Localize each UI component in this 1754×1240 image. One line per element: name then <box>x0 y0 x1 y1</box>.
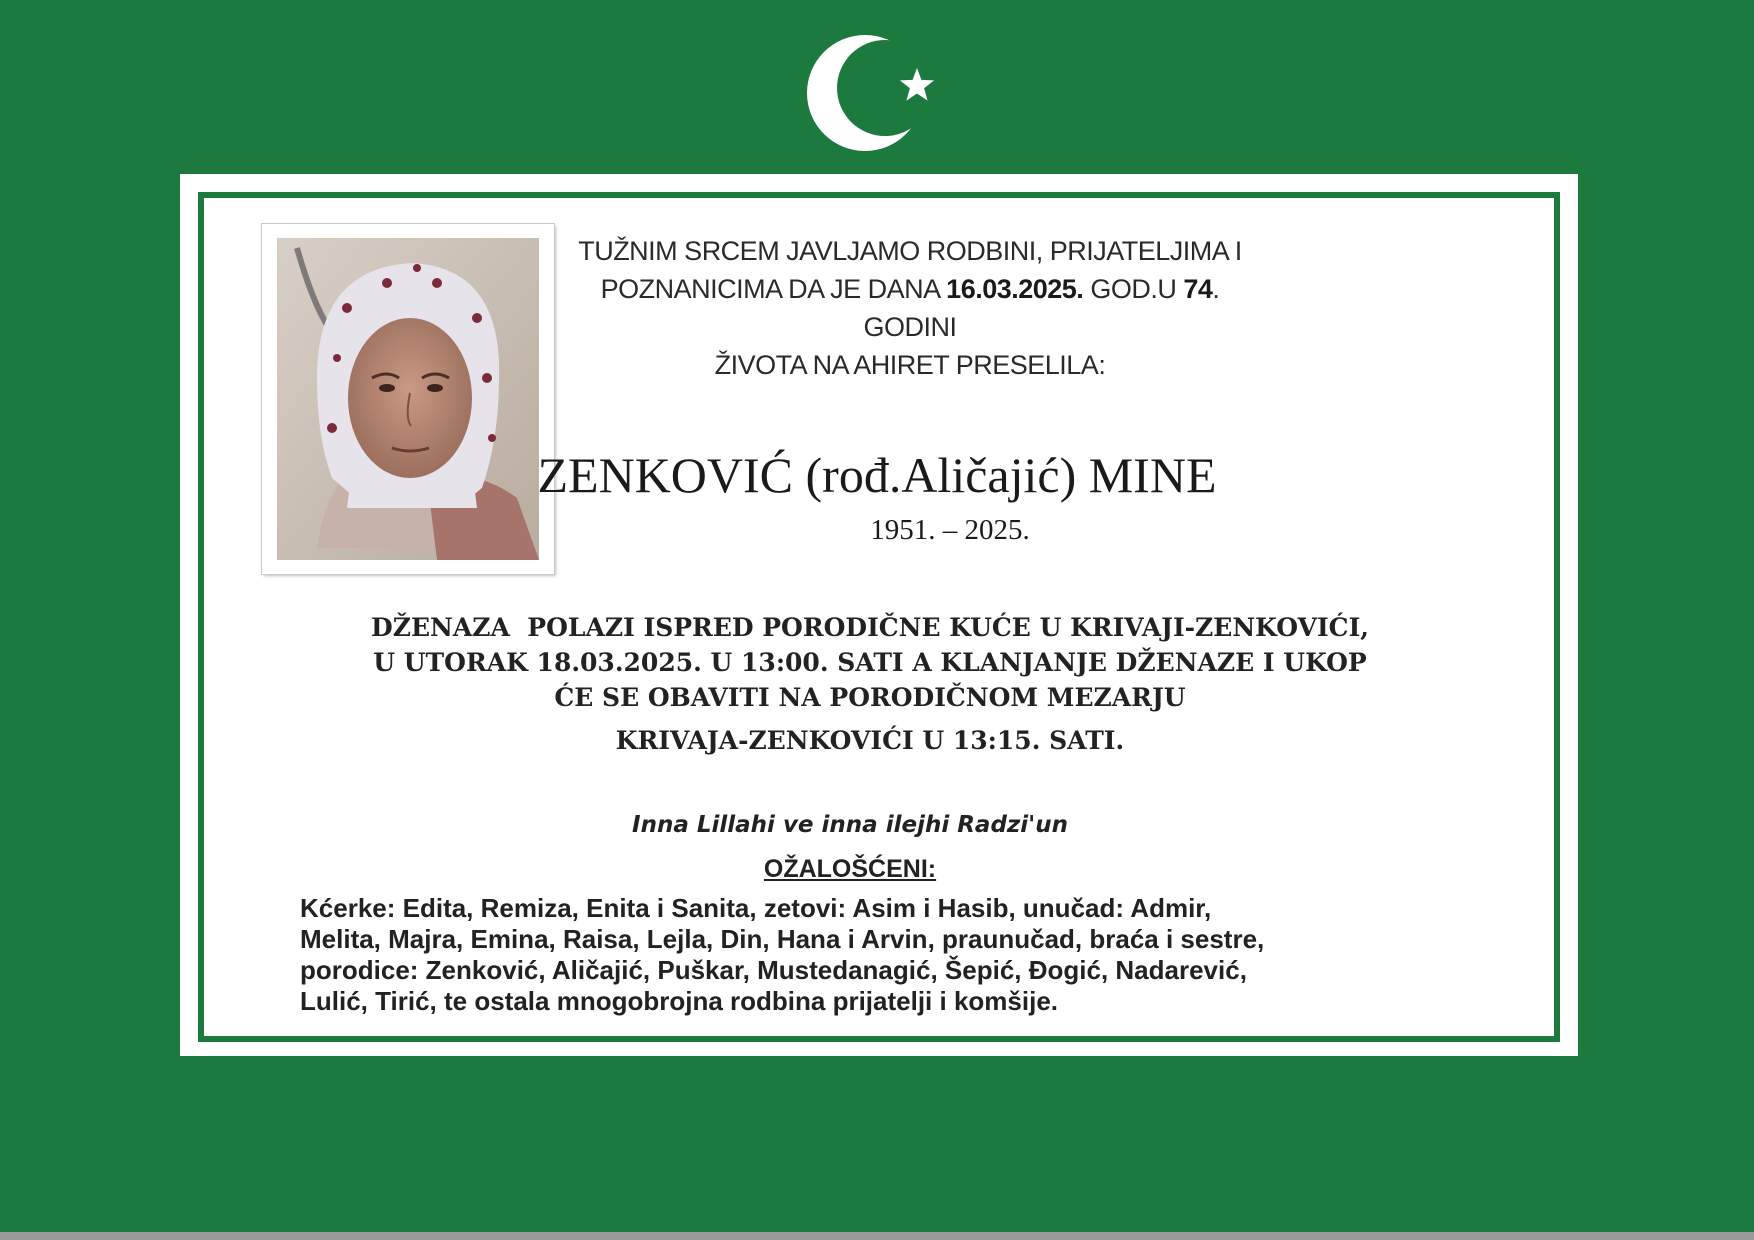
crescent-star-icon <box>805 28 945 158</box>
intro-line-2-mid: GOD.U <box>1083 274 1184 304</box>
intro-line-2 <box>560 270 1260 346</box>
mourners-line-1: Kćerke: Edita, Remiza, Enita i Sanita, zetovi: Asim i Hasib, unučad: Admir, <box>300 893 1212 923</box>
mourners-line-2: Melita, Majra, Emina, Raisa, Lejla, Din, Hana i Arvin, praunučad, braća i sestre, <box>300 924 1265 954</box>
funeral-details <box>270 610 1470 758</box>
scan-edge <box>0 1232 1754 1240</box>
intro-line-2-end: . GODINI <box>863 274 1220 342</box>
date-of-death: 16.03.2025. <box>946 274 1084 304</box>
deceased-name: ZENKOVIĆ (rođ.Aličajić) MINE <box>537 447 1217 503</box>
funeral-line-2: U UTORAK 18.03.2025. U 13:00. SATI A KLANJANJE DŽENAZE I UKOP <box>373 648 1367 677</box>
age: 74 <box>1183 274 1213 304</box>
prayer-text: Inna Lillahi ve inna ilejhi Radzi'un <box>632 812 1068 838</box>
intro-line-1: TUŽNIM SRCEM JAVLJAMO RODBINI, PRIJATELJIMA I <box>578 236 1242 266</box>
mourners-heading: OŽALOŠĆENI: <box>763 855 937 883</box>
mourners-line-4: Lulić, Tirić, te ostala mnogobrojna rodbina prijatelji i komšije. <box>300 986 1058 1016</box>
life-years: 1951. – 2025. <box>870 514 1030 546</box>
funeral-line-4: KRIVAJA-ZENKOVIĆI U 13:15. SATI. <box>615 726 1125 755</box>
announcement-text <box>560 232 1260 384</box>
portrait-photo <box>277 238 539 560</box>
photo-frame <box>262 224 554 574</box>
funeral-line-3: ĆE SE OBAVITI NA PORODIČNOM MEZARJU <box>554 683 1186 712</box>
intro-line-3: ŽIVOTA NA AHIRET PRESELILA: <box>714 350 1106 380</box>
mourners-line-3: porodice: Zenković, Aličajić, Puškar, Mustedanagić, Šepić, Đogić, Nadarević, <box>300 955 1247 985</box>
mourners-list <box>300 893 1450 1017</box>
funeral-line-1: DŽENAZA POLAZI ISPRED PORODIČNE KUĆE U KRIVAJI-ZENKOVIĆI, <box>371 613 1369 642</box>
intro-line-2-start: POZNANICIMA DA JE DANA <box>600 274 947 304</box>
